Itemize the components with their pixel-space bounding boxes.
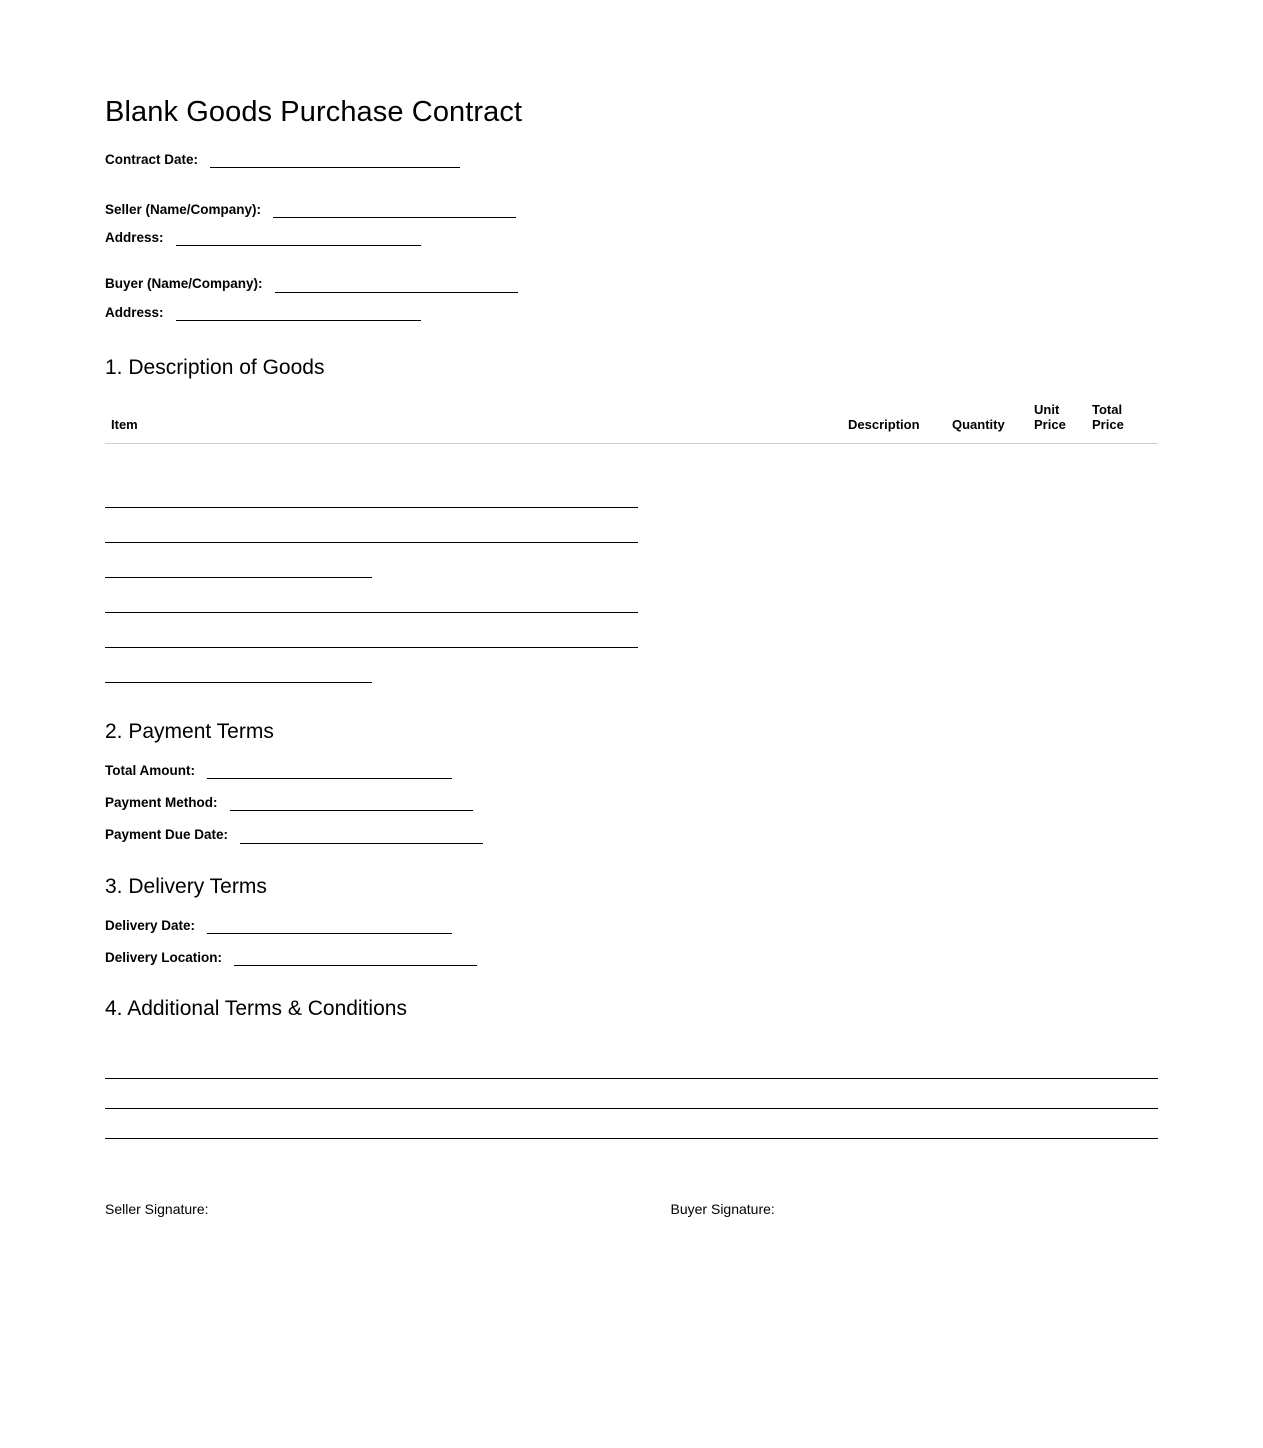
- field-label: Payment Due Date:: [105, 827, 229, 843]
- additional-terms-line[interactable]: [105, 1109, 1158, 1139]
- field-total-amount: [105, 763, 1163, 779]
- goods-row-qty-cell[interactable]: [946, 514, 1028, 549]
- seller-signature-label: Seller Signature:: [105, 1200, 209, 1217]
- goods-row-qty-cell[interactable]: [946, 654, 1028, 689]
- goods-row-total-cell[interactable]: [1086, 654, 1158, 689]
- table-header-row: [105, 399, 1158, 443]
- goods-row-desc-cell[interactable]: [842, 514, 946, 549]
- goods-row-desc-cell[interactable]: [842, 549, 946, 584]
- additional-terms-line[interactable]: [105, 1049, 1158, 1079]
- goods-row-item-cell[interactable]: [105, 514, 842, 549]
- field-label: Contract Date:: [105, 151, 199, 167]
- goods-row-total-cell[interactable]: [1086, 549, 1158, 584]
- goods-item-line[interactable]: [105, 611, 638, 613]
- column-header-description: Description: [842, 399, 946, 443]
- additional-terms-lines: [105, 1049, 1163, 1139]
- field-label: Delivery Date:: [105, 917, 196, 933]
- contract-date-input[interactable]: [210, 153, 460, 168]
- goods-row-qty-cell[interactable]: [946, 584, 1028, 619]
- payment-method-input[interactable]: [230, 796, 473, 811]
- goods-row-item-cell[interactable]: [105, 584, 842, 619]
- goods-item-line[interactable]: [105, 541, 638, 543]
- goods-row-desc-cell[interactable]: [842, 654, 946, 689]
- payment-due-date-input[interactable]: [240, 829, 483, 844]
- goods-row-unit-cell[interactable]: [1028, 619, 1086, 654]
- additional-terms-line[interactable]: [105, 1079, 1158, 1109]
- buyer-name-input[interactable]: [275, 278, 518, 293]
- goods-row-item-cell[interactable]: [105, 619, 842, 654]
- goods-row-unit-cell[interactable]: [1028, 584, 1086, 619]
- goods-row-unit-cell[interactable]: [1028, 479, 1086, 514]
- seller-name-input[interactable]: [273, 203, 516, 218]
- goods-row-qty-cell[interactable]: [946, 549, 1028, 584]
- field-buyer-name: [105, 276, 1163, 292]
- field-seller-address: [105, 230, 1163, 246]
- goods-row-unit-cell[interactable]: [1028, 654, 1086, 689]
- goods-row-item-cell[interactable]: [105, 654, 842, 689]
- field-delivery-date: [105, 918, 1163, 934]
- table-row[interactable]: [105, 584, 1158, 619]
- goods-row-qty-cell[interactable]: [946, 619, 1028, 654]
- buyer-address-input[interactable]: [176, 306, 421, 321]
- goods-table: [105, 399, 1158, 689]
- signature-block: [105, 1201, 1163, 1218]
- field-seller-name: [105, 202, 1163, 218]
- goods-row-desc-cell[interactable]: [842, 619, 946, 654]
- field-label: Address:: [105, 304, 164, 320]
- delivery-location-input[interactable]: [234, 951, 477, 966]
- field-label: Address:: [105, 230, 164, 246]
- goods-row-item-cell[interactable]: [105, 549, 842, 584]
- field-delivery-location: [105, 950, 1163, 966]
- goods-row-item-cell[interactable]: [105, 479, 842, 514]
- goods-row-total-cell[interactable]: [1086, 619, 1158, 654]
- seller-address-input[interactable]: [176, 231, 421, 246]
- goods-item-line[interactable]: [105, 646, 638, 648]
- goods-row-desc-cell[interactable]: [842, 584, 946, 619]
- buyer-signature-label: Buyer Signature:: [670, 1200, 775, 1217]
- page-title: Blank Goods Purchase Contract: [105, 96, 523, 128]
- delivery-date-input[interactable]: [207, 919, 452, 934]
- field-payment-method: [105, 795, 1163, 811]
- goods-row-desc-cell[interactable]: [842, 479, 946, 514]
- column-header-unit-price: Unit Price: [1028, 399, 1086, 443]
- goods-row-total-cell[interactable]: [1086, 514, 1158, 549]
- field-buyer-address: [105, 305, 1163, 321]
- goods-item-line[interactable]: [105, 576, 372, 578]
- table-row[interactable]: [105, 619, 1158, 654]
- field-label: Delivery Location:: [105, 950, 223, 966]
- section-heading-goods: 1. Description of Goods: [105, 355, 325, 379]
- goods-row-unit-cell[interactable]: [1028, 514, 1086, 549]
- table-row[interactable]: [105, 654, 1158, 689]
- table-row[interactable]: [105, 549, 1158, 584]
- field-payment-due-date: [105, 827, 1163, 843]
- section-heading-delivery: 3. Delivery Terms: [105, 874, 267, 898]
- goods-row-total-cell[interactable]: [1086, 479, 1158, 514]
- total-amount-input[interactable]: [207, 764, 452, 779]
- column-header-total-price: Total Price: [1086, 399, 1158, 443]
- column-header-quantity: Quantity: [946, 399, 1028, 443]
- field-contract-date: [105, 152, 1163, 168]
- table-row[interactable]: [105, 479, 1158, 514]
- table-row[interactable]: [105, 514, 1158, 549]
- section-heading-payment: 2. Payment Terms: [105, 719, 274, 743]
- goods-row-unit-cell[interactable]: [1028, 549, 1086, 584]
- section-heading-additional: 4. Additional Terms & Conditions: [105, 997, 407, 1021]
- column-header-item: Item: [105, 399, 842, 443]
- goods-item-line[interactable]: [105, 506, 638, 508]
- goods-row-qty-cell[interactable]: [946, 479, 1028, 514]
- field-label: Total Amount:: [105, 763, 195, 779]
- table-spacer: [105, 443, 1158, 479]
- field-label: Seller (Name/Company):: [105, 201, 262, 217]
- goods-item-line[interactable]: [105, 681, 372, 683]
- field-label: Buyer (Name/Company):: [105, 276, 263, 292]
- field-label: Payment Method:: [105, 795, 218, 811]
- goods-row-total-cell[interactable]: [1086, 584, 1158, 619]
